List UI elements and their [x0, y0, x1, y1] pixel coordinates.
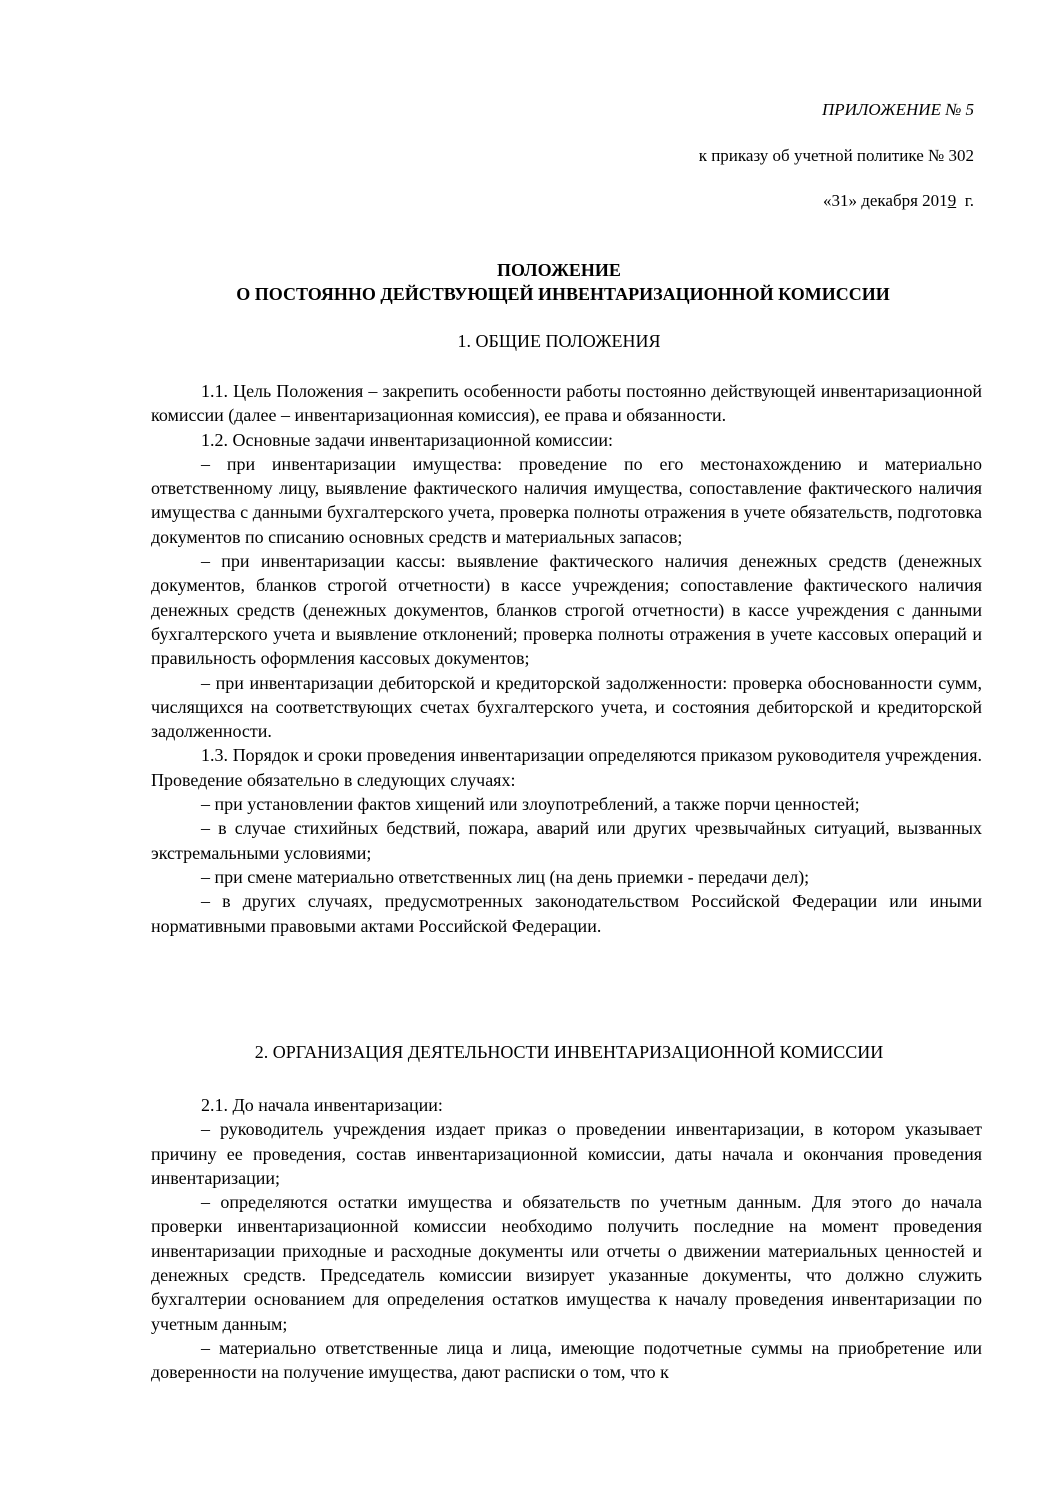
- paragraph-1-2: 1.2. Основные задачи инвентаризационной комиссии:: [201, 429, 614, 450]
- paragraph-1-1: 1.1. Цель Положения – закрепить особенности работы постоянно действующей инвентаризационной комиссии (далее – инвентаризационная комиссия), ее права и обязанности.: [151, 381, 982, 426]
- order-date-year-digit: 9: [947, 191, 957, 210]
- order-date-suffix: г.: [956, 191, 974, 210]
- section-2-body: [151, 1093, 982, 1385]
- document-title: ПОЛОЖЕНИЕ: [497, 260, 621, 280]
- order-reference: к приказу об учетной политике № 302: [698, 146, 974, 165]
- paragraph-1-2-debts: – при инвентаризации дебиторской и кредиторской задолженности: проверка обоснованности сумм, числящихся на соответствующих счетах бухгалтерского учета, и состояния дебиторской и кредиторской задолженности.: [151, 672, 982, 742]
- paragraph-1-3-other: – в других случаях, предусмотренных законодательством Российской Федерации или иными нормативными правовыми актами Российской Федерации.: [151, 891, 982, 936]
- order-date: [823, 191, 974, 211]
- document-subtitle: О ПОСТОЯННО ДЕЙСТВУЮЩЕЙ ИНВЕНТАРИЗАЦИОННОЙ КОМИССИИ: [236, 284, 890, 304]
- paragraph-2-1: 2.1. До начала инвентаризации:: [201, 1095, 443, 1115]
- appendix-number: ПРИЛОЖЕНИЕ № 5: [821, 100, 974, 119]
- paragraph-1-2-cash: – при инвентаризации кассы: выявление фактического наличия денежных средств (денежных документов, бланков строгой отчетности) в кассе учреждения; сопоставление фактического наличия денежных средств (денежных документов, бланков строгой отчетности) в кассе учреждения с данными бухгалтерского учета и выявление отклонений; проверка полноты отражения в учете кассовых операций и правильность оформления кассовых документов;: [151, 551, 982, 669]
- paragraph-2-1-order: – руководитель учреждения издает приказ о проведении инвентаризации, в котором указывает причину ее проведения, состав инвентаризационной комиссии, даты начала и окончания проведения инвентаризации;: [151, 1119, 982, 1188]
- paragraph-1-3: 1.3. Порядок и сроки проведения инвентаризации определяются приказом руководителя учреждения. Проведение обязательно в следующих случаях:: [151, 745, 982, 790]
- order-date-prefix: «31» декабря 201: [822, 191, 948, 210]
- paragraph-1-3-change: – при смене материально ответственных лиц (на день приемки - передачи дел);: [201, 866, 810, 887]
- section-1-body: [151, 379, 982, 938]
- paragraph-1-3-disaster: – в случае стихийных бедствий, пожара, аварий или других чрезвычайных ситуаций, вызванных экстремальными условиями;: [151, 818, 982, 863]
- section-2-heading: 2. ОРГАНИЗАЦИЯ ДЕЯТЕЛЬНОСТИ ИНВЕНТАРИЗАЦИОННОЙ КОМИССИИ: [254, 1042, 884, 1062]
- paragraph-2-1-balances: – определяются остатки имущества и обязательств по учетным данным. Для этого до начала проверки инвентаризационной комиссии необходимо получить последние на момент проведения инвентаризации приходные и расходные документы или отчеты о движении материальных ценностей и денежных средств. Председатель комиссии визирует указанные документы, что должно служить бухгалтерии основанием для определения остатков имущества к началу проведения инвентаризации по учетным данным;: [151, 1192, 982, 1334]
- paragraph-2-1-receipts: – материально ответственные лица и лица, имеющие подотчетные суммы на приобретение или доверенности на получение имущества, дают расписки о том, что к: [151, 1337, 982, 1383]
- paragraph-1-3-theft: – при установлении фактов хищений или злоупотреблений, а также порчи ценностей;: [201, 794, 860, 815]
- section-1-heading: 1. ОБЩИЕ ПОЛОЖЕНИЯ: [457, 331, 661, 351]
- paragraph-1-2-property: – при инвентаризации имущества: проведение по его местонахождению и материально ответственному лицу, выявление фактического наличия имущества, сопоставление фактического наличия имущества с данными бухгалтерского учета, проверка полноты отражения в учете обязательств, подготовка документов по списанию основных средств и материальных запасов;: [151, 453, 982, 547]
